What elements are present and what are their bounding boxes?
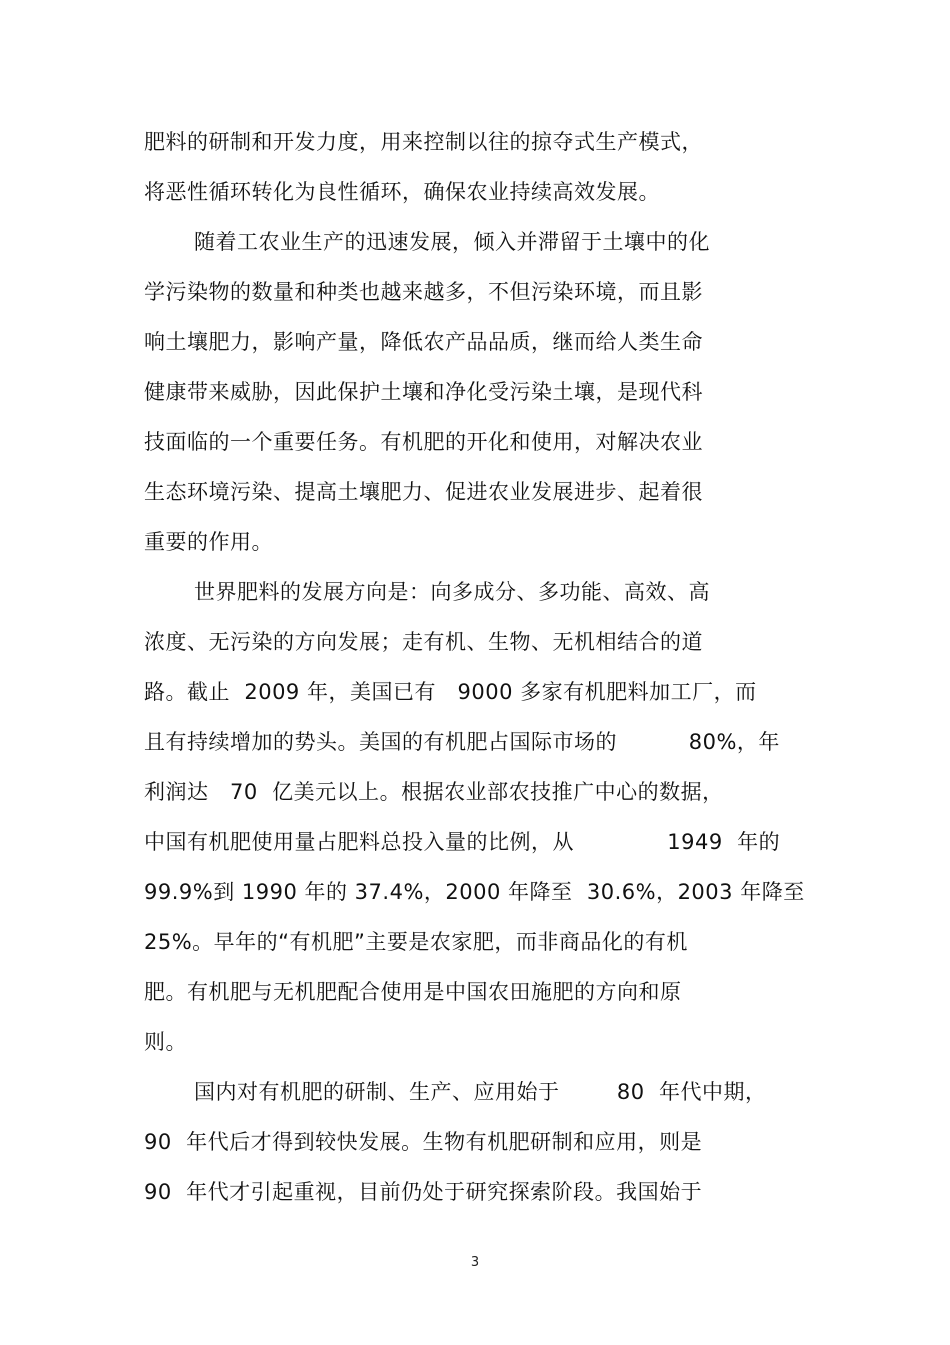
text-line-4: 学污染物的数量和种类也越来越多，不但污染环境，而且影	[144, 280, 703, 304]
text-line-1: 肥料的研制和开发力度，用来控制以往的掠夺式生产模式，	[144, 130, 703, 154]
text-line-22: 90 年代才引起重视，目前仍处于研究探索阶段。我国始于	[144, 1180, 703, 1204]
text-line-19: 则。	[144, 1030, 187, 1054]
text-line-11: 浓度、无污染的方向发展；走有机、生物、无机相结合的道	[144, 630, 703, 654]
text-line-15: 中国有机肥使用量占肥料总投入量的比例，从 1949 年的	[144, 830, 781, 854]
text-line-12: 路。截止 2009 年，美国已有 9000 多家有机肥料加工厂，而	[144, 680, 757, 704]
page-number: 3	[470, 1255, 480, 1270]
text-line-6: 健康带来威胁，因此保护土壤和净化受污染土壤，是现代科	[144, 380, 703, 404]
text-line-9: 重要的作用。	[144, 530, 273, 554]
text-line-5: 响土壤肥力，影响产量，降低农产品品质，继而给人类生命	[144, 330, 703, 354]
text-line-18: 肥。有机肥与无机肥配合使用是中国农田施肥的方向和原	[144, 980, 682, 1004]
text-line-16: 99.9%到 1990 年的 37.4%，2000 年降至 30.6%，2003 年降至	[144, 880, 805, 904]
text-line-10: 世界肥料的发展方向是：向多成分、多功能、高效、高	[194, 580, 710, 604]
text-line-21: 90 年代后才得到较快发展。生物有机肥研制和应用，则是	[144, 1130, 703, 1154]
text-line-13: 且有持续增加的势头。美国的有机肥占国际市场的 80%，年	[144, 730, 780, 754]
text-line-7: 技面临的一个重要任务。有机肥的开化和使用，对解决农业	[144, 430, 703, 454]
text-line-14: 利润达 70 亿美元以上。根据农业部农技推广中心的数据，	[144, 780, 724, 804]
text-line-8: 生态环境污染、提高土壤肥力、促进农业发展进步、起着很	[144, 480, 703, 504]
text-line-2: 将恶性循环转化为良性循环，确保农业持续高效发展。	[144, 180, 660, 204]
text-line-20: 国内对有机肥的研制、生产、应用始于 80 年代中期，	[194, 1080, 767, 1104]
text-line-17: 25%。早年的“有机肥”主要是农家肥，而非商品化的有机	[144, 930, 688, 954]
text-line-3: 随着工农业生产的迅速发展，倾入并滞留于土壤中的化	[194, 230, 710, 254]
